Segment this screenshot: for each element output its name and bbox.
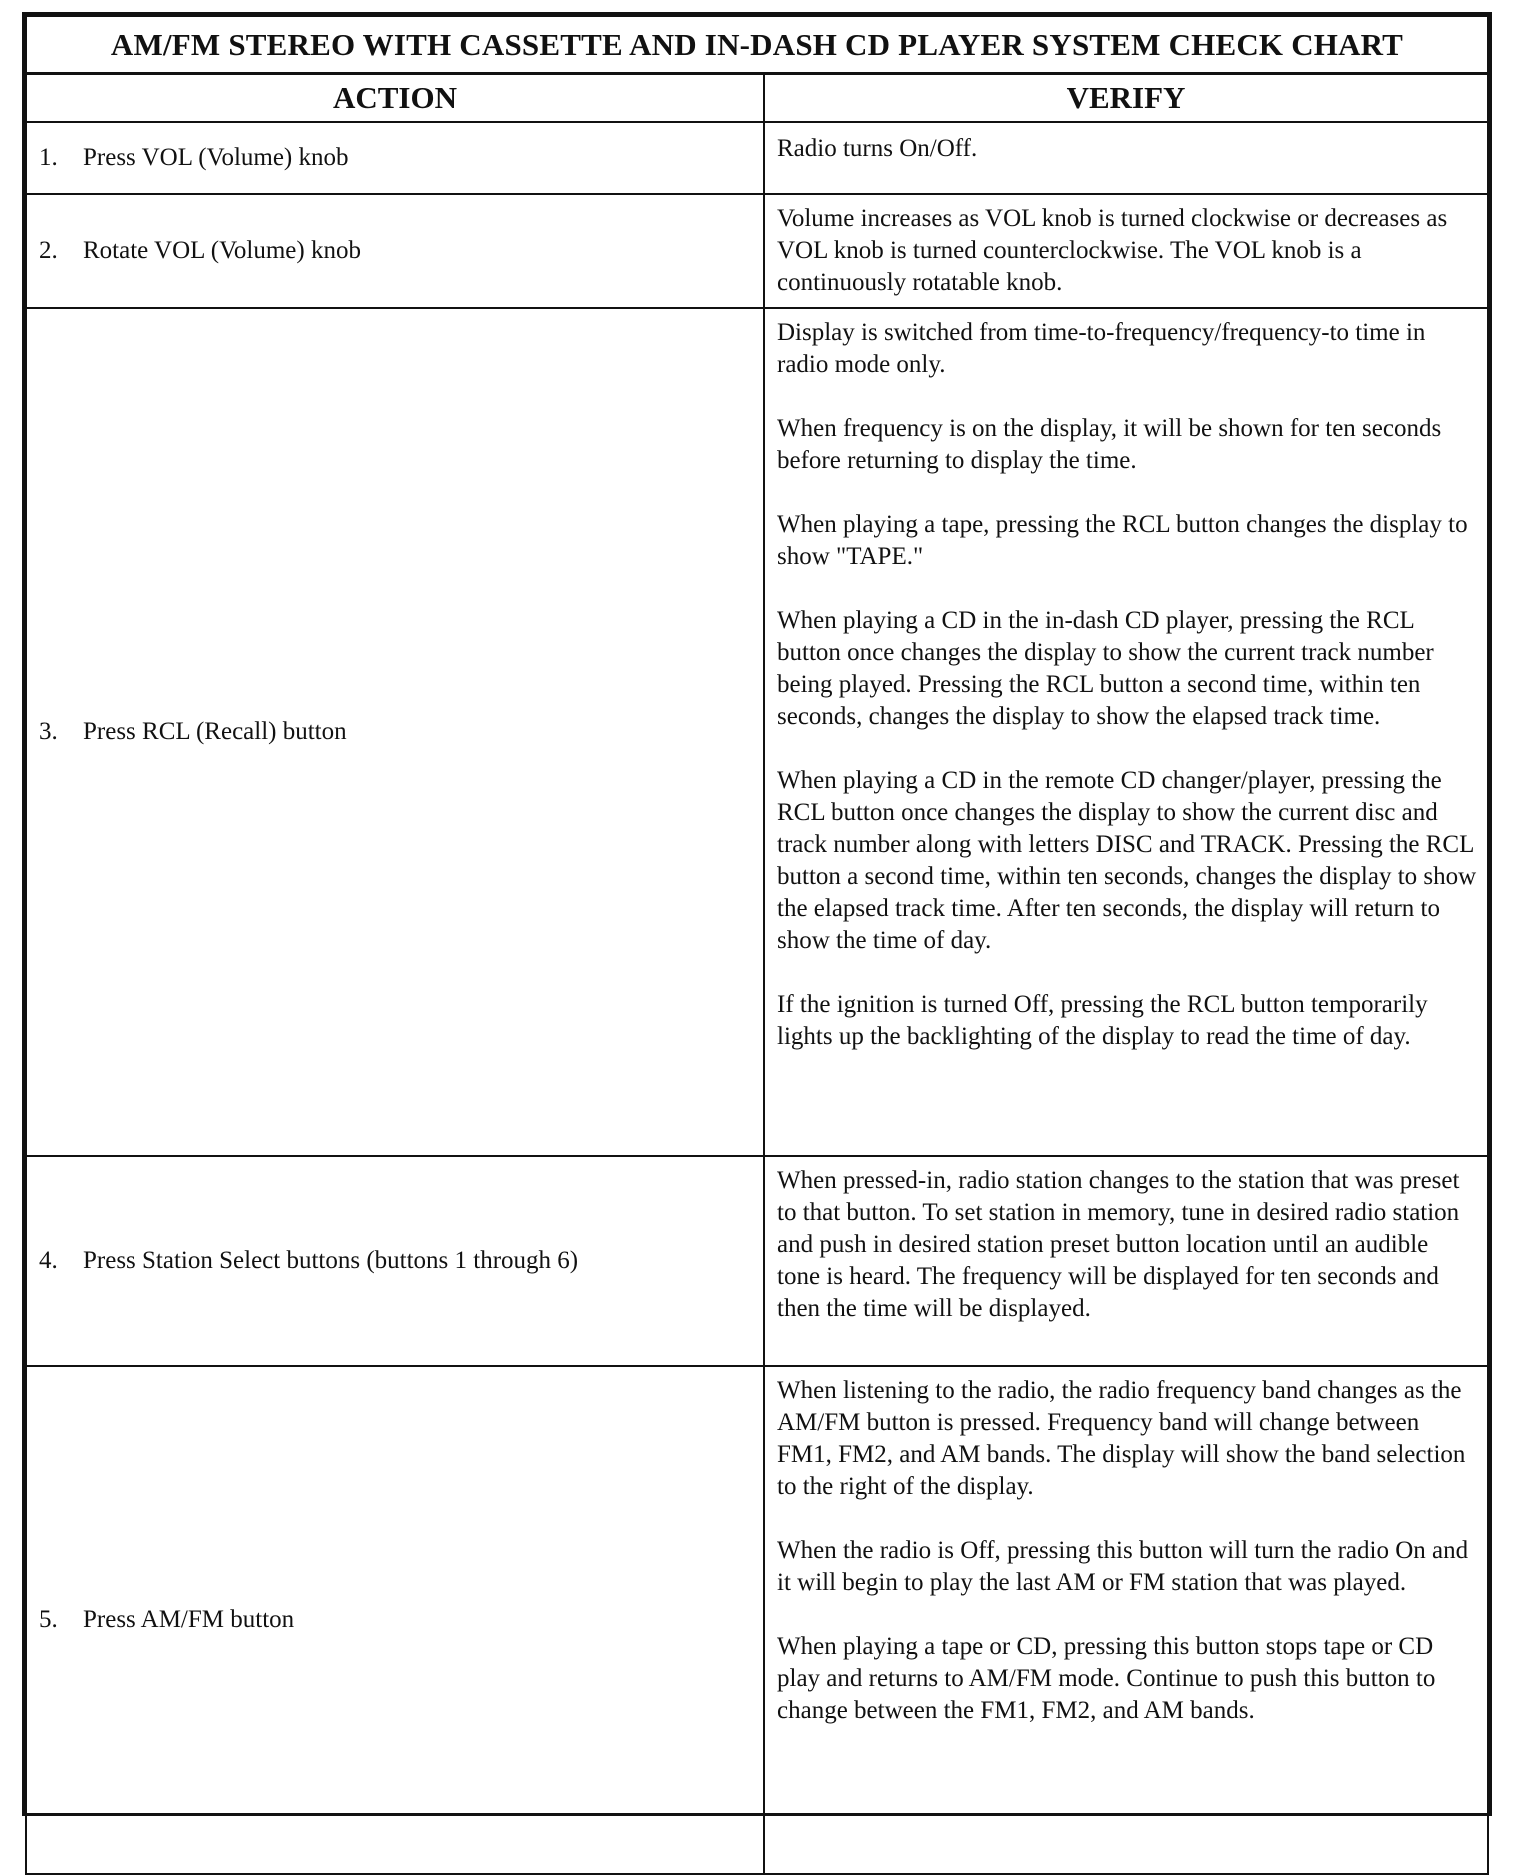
header-row [26,74,1488,123]
action-cell [26,122,764,194]
title-row [26,16,1488,74]
step-number: 3. [39,718,58,745]
verify-paragraph: When playing a CD in the remote CD changer/player, pressing the RCL button once changes the display to show the current disc and track number along with letters DISC and TRACK. Pressing the RCL button a second time, within ten seconds, changes the display to show the elapsed track time. After ten seconds, the display will return to show the time of day. [777,767,1477,954]
action-cell [26,1366,764,1874]
step-number: 2. [39,237,58,264]
table-row [26,1366,1488,1874]
action-text: Press Station Select buttons (buttons 1 through 6) [83,1247,579,1274]
verify-cell [764,1366,1488,1874]
check-chart-page [22,12,1492,1816]
verify-paragraph: When listening to the radio, the radio frequency band changes as the AM/FM button is pressed. Frequency band will change between FM1, FM2, and AM bands. The display will show the band selection to the right of the display. [777,1377,1466,1500]
verify-paragraph: Radio turns On/Off. [777,135,978,162]
verify-paragraph: If the ignition is turned Off, pressing the RCL button temporarily lights up the backlighting of the display to read the time of day. [777,991,1428,1050]
table-row [26,1156,1488,1366]
step-number: 1. [39,144,58,171]
system-check-chart [25,15,1489,1875]
verify-paragraph: When pressed-in, radio station changes to the station that was preset to that button. To set station in memory, tune in desired radio station and push in desired station preset button location until an audible tone is heard. The frequency will be displayed for ten seconds and then the time will be displayed. [777,1167,1460,1322]
verify-paragraph: Volume increases as VOL knob is turned clockwise or decreases as VOL knob is turned counterclockwise. The VOL knob is a continuously rotatable knob. [777,205,1448,296]
table-row [26,194,1488,308]
step-number: 4. [39,1247,58,1274]
verify-cell [764,1156,1488,1366]
verify-cell [764,194,1488,308]
table-row [26,308,1488,1156]
action-text: Rotate VOL (Volume) knob [83,237,361,264]
verify-paragraph: Display is switched from time-to-frequency/frequency-to time in radio mode only. [777,319,1426,378]
verify-paragraph: When playing a tape or CD, pressing this button stops tape or CD play and returns to AM/FM mode. Continue to push this button to change between the FM1, FM2, and AM bands. [777,1633,1436,1724]
chart-title: AM/FM STEREO WITH CASSETTE AND IN-DASH CD PLAYER SYSTEM CHECK CHART [26,16,1488,74]
table-row [26,122,1488,194]
column-header-action: ACTION [26,74,764,123]
action-text: Press AM/FM button [83,1606,295,1633]
verify-paragraph: When playing a tape, pressing the RCL button changes the display to show "TAPE." [777,511,1468,570]
action-text: Press VOL (Volume) knob [83,144,349,171]
verify-paragraph: When playing a CD in the in-dash CD player, pressing the RCL button once changes the display to show the current track number being played. Pressing the RCL button a second time, within ten seconds, changes the display to show the elapsed track time. [777,607,1434,730]
verify-paragraph: When the radio is Off, pressing this button will turn the radio On and it will begin to play the last AM or FM station that was played. [777,1537,1469,1596]
action-cell [26,1156,764,1366]
column-header-verify: VERIFY [764,74,1488,123]
verify-cell [764,308,1488,1156]
action-text: Press RCL (Recall) button [83,718,347,745]
action-cell [26,308,764,1156]
step-number: 5. [39,1606,58,1633]
verify-paragraph: When frequency is on the display, it will be shown for ten seconds before returning to display the time. [777,415,1442,474]
verify-cell [764,122,1488,194]
action-cell [26,194,764,308]
